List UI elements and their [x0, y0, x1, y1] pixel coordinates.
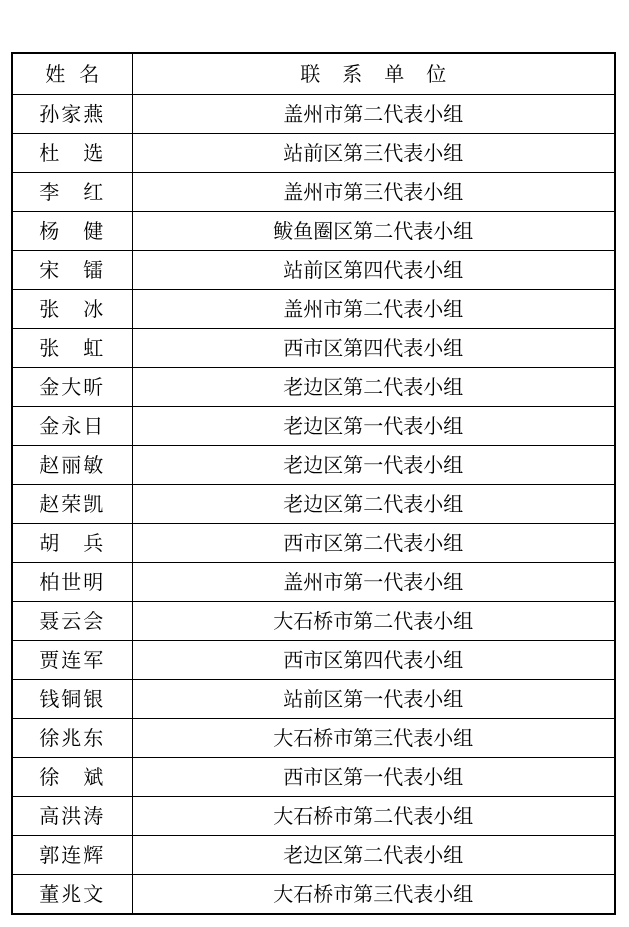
contact-unit: 盖州市第二代表小组: [132, 95, 615, 134]
contact-unit: 盖州市第三代表小组: [132, 173, 615, 212]
contact-unit: 老边区第二代表小组: [132, 368, 615, 407]
column-header-contact-unit: 联系单位: [132, 53, 615, 95]
representative-name: 赵丽敏: [12, 446, 132, 485]
contact-unit: 大石桥市第三代表小组: [132, 719, 615, 758]
representative-name: 董兆文: [12, 875, 132, 915]
contact-unit: 老边区第一代表小组: [132, 446, 615, 485]
table-row: [12, 446, 615, 485]
contact-unit: 大石桥市第三代表小组: [132, 875, 615, 915]
representative-name: 钱铜银: [12, 680, 132, 719]
representative-name: 贾连军: [12, 641, 132, 680]
representative-name: 聂云会: [12, 602, 132, 641]
table-row: [12, 836, 615, 875]
table-row: [12, 329, 615, 368]
representative-name: 徐兆东: [12, 719, 132, 758]
representative-contact-table: [11, 52, 616, 915]
table-row: [12, 875, 615, 915]
contact-unit: 西市区第四代表小组: [132, 329, 615, 368]
contact-unit: 老边区第二代表小组: [132, 836, 615, 875]
representative-name: 孙家燕: [12, 95, 132, 134]
table-row: [12, 680, 615, 719]
table-row: [12, 524, 615, 563]
table-row: [12, 719, 615, 758]
representative-name: 胡 兵: [12, 524, 132, 563]
table-row: [12, 95, 615, 134]
representative-name: 宋 镭: [12, 251, 132, 290]
contact-unit: 盖州市第一代表小组: [132, 563, 615, 602]
table-header-row: [12, 53, 615, 95]
representative-name: 杨 健: [12, 212, 132, 251]
representative-name: 柏世明: [12, 563, 132, 602]
table-row: [12, 602, 615, 641]
contact-unit: 盖州市第二代表小组: [132, 290, 615, 329]
table-row: [12, 758, 615, 797]
table-row: [12, 368, 615, 407]
table-row: [12, 251, 615, 290]
representative-name: 赵荣凯: [12, 485, 132, 524]
contact-unit: 大石桥市第二代表小组: [132, 797, 615, 836]
contact-unit: 站前区第一代表小组: [132, 680, 615, 719]
table-row: [12, 173, 615, 212]
representative-name: 金大昕: [12, 368, 132, 407]
contact-unit: 西市区第四代表小组: [132, 641, 615, 680]
representative-name: 金永日: [12, 407, 132, 446]
representative-name: 李 红: [12, 173, 132, 212]
representative-name: 杜 选: [12, 134, 132, 173]
contact-unit: 老边区第二代表小组: [132, 485, 615, 524]
column-header-name: 姓名: [12, 53, 132, 95]
table-row: [12, 563, 615, 602]
representative-name: 张 冰: [12, 290, 132, 329]
contact-unit: 大石桥市第二代表小组: [132, 602, 615, 641]
representative-name: 徐 斌: [12, 758, 132, 797]
representative-name: 张 虹: [12, 329, 132, 368]
table-row: [12, 407, 615, 446]
table-row: [12, 641, 615, 680]
contact-unit: 西市区第一代表小组: [132, 758, 615, 797]
table-row: [12, 134, 615, 173]
representative-name: 郭连辉: [12, 836, 132, 875]
contact-unit: 站前区第三代表小组: [132, 134, 615, 173]
contact-unit: 站前区第四代表小组: [132, 251, 615, 290]
table-row: [12, 290, 615, 329]
contact-unit: 西市区第二代表小组: [132, 524, 615, 563]
contact-unit: 鲅鱼圈区第二代表小组: [132, 212, 615, 251]
table-body: [12, 95, 615, 915]
contact-unit: 老边区第一代表小组: [132, 407, 615, 446]
table-row: [12, 485, 615, 524]
table-row: [12, 212, 615, 251]
representative-name: 高洪涛: [12, 797, 132, 836]
table-row: [12, 797, 615, 836]
